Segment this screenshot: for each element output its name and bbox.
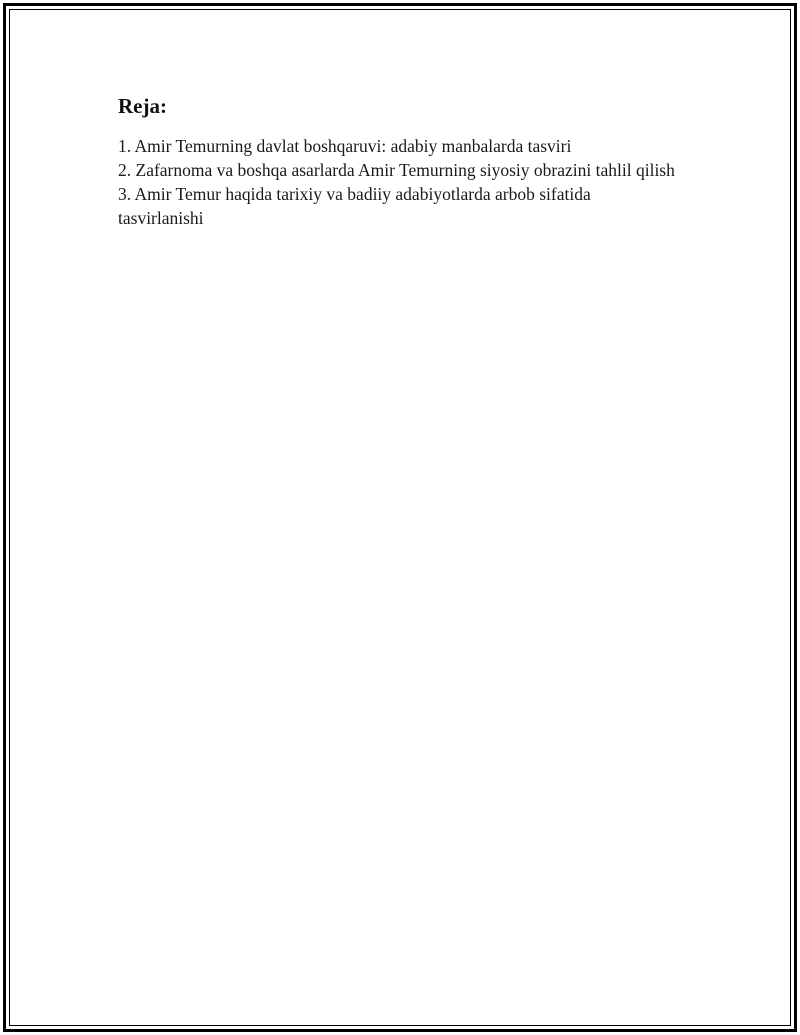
plan-item-2: 2. Zafarnoma va boshqa asarlarda Amir Temurning siyosiy obrazini tahlil qilish (118, 160, 675, 180)
plan-list (118, 134, 678, 230)
plan-item-3: 3. Amir Temur haqida tarixiy va badiiy adabiyotlarda arbob sifatida tasvirlanishi (118, 184, 591, 228)
document-content (118, 92, 678, 230)
plan-heading: Reja: (118, 94, 167, 118)
plan-item-1: 1. Amir Temurning davlat boshqaruvi: adabiy manbalarda tasviri (118, 136, 572, 156)
